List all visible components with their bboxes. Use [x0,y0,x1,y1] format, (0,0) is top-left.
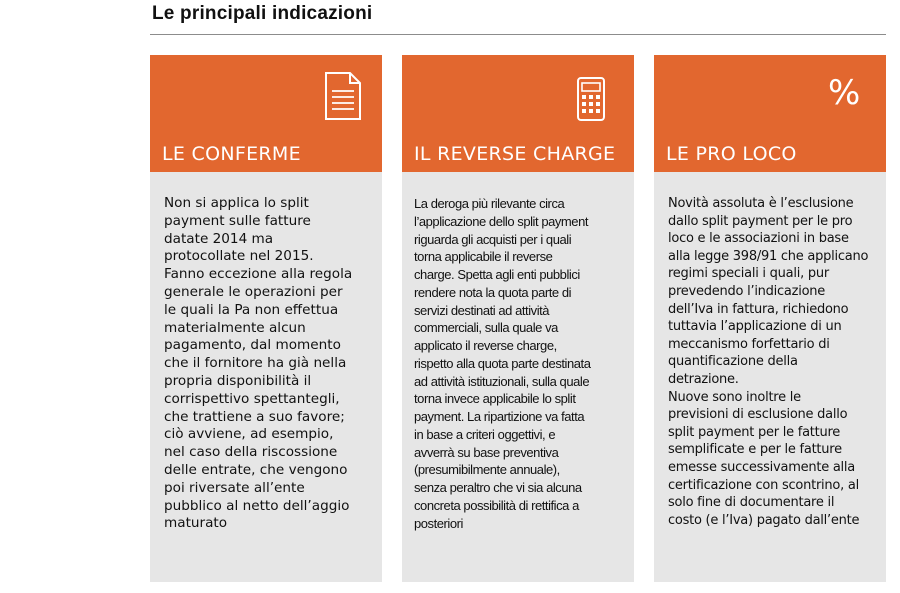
card-header [150,55,382,172]
card-text: Novità assoluta è l’esclusione dallo split payment per le pro loco e le associazioni in base alla legge 398/91 che applicano regimi speciali i quali, pur prevedendo l’indicazione dell’Iva in fattura, richiedono tuttavia l’applicazione di un meccanismo forfettario di quantificazione della detrazione. Nuove sono inoltre le previsioni di esclusione dallo split payment per le fatture semplificate e per le fatture emesse successivamente alla certificazione con scontrino, al solo fine di documentare il costo (e l’Iva) pagato dall’ente [668,196,869,528]
card-text: La deroga più rilevante circa l’applicazione dello split payment riguarda gli acquisti per i quali torna applicabile il reverse charge. Spetta agli enti pubblici rendere nota la quota parte di servizi destinati ad attività commerciali, sulla quale va applicato il reverse charge, rispetto alla quota parte destinata ad attività istituzionali, sulla quale torna invece applicabile lo split payment. La ripartizione va fatta in base a criteri oggettivi, e avverrà su base preventiva (presumibilmente annuale), senza peraltro che vi sia alcuna concreta possibilità di rettifica a posteriori [414,196,591,531]
card-pro-loco [654,55,886,582]
document-icon [324,71,362,121]
card-text: Non si applica lo split payment sulle fatture datate 2014 ma protocollate nel 2015. Fanno eccezione alla regola generale le operazioni per le quali la Pa non effettua materialmente alcun pagamento, dal momento che il fornitore ha già nella propria disponibilità il corrispettivo spettantegli, che trattiene a suo favore; ciò avviene, ad esempio, nel caso della riscossione delle entrate, che vengono poi riversate all’ente pubblico al netto dell’aggio maturato [164,195,353,532]
card-title: LE CONFERME [162,143,301,165]
page-title: Le principali indicazioni [152,3,373,24]
percent-icon: % [828,73,861,113]
card-header [654,55,886,172]
title-divider [150,34,886,35]
card-reverse-charge [402,55,634,582]
card-header [402,55,634,172]
card-conferme [150,55,382,582]
card-title: IL REVERSE CHARGE [414,143,616,165]
card-title: LE PRO LOCO [666,143,797,165]
calculator-icon [576,76,606,122]
